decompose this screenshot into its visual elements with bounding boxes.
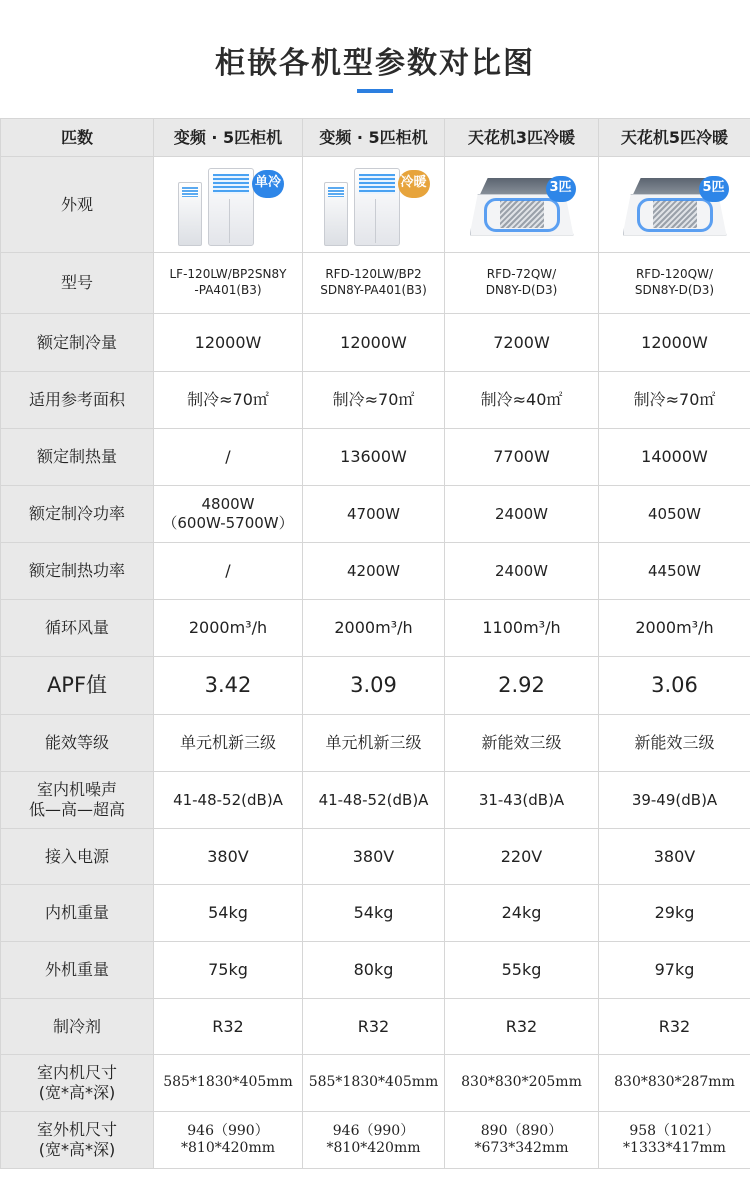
table-row: [1, 1055, 750, 1112]
appearance-label: 外观: [1, 157, 154, 253]
table-cell: LF-120LW/BP2SN8Y -PA401(B3): [154, 253, 303, 314]
table-cell: 54kg: [303, 885, 445, 942]
table-cell: 31-43(dB)A: [445, 772, 599, 829]
spec-table: [0, 118, 750, 1169]
table-cell: 2000m³/h: [303, 600, 445, 657]
table-cell: 4450W: [599, 543, 750, 600]
table-cell: 制冷≈70㎡: [599, 372, 750, 429]
table-cell: 29kg: [599, 885, 750, 942]
appearance-cell-3: [445, 157, 599, 253]
table-row: [1, 657, 750, 715]
table-cell: 1100m³/h: [445, 600, 599, 657]
table-cell: 24kg: [445, 885, 599, 942]
table-row: [1, 999, 750, 1055]
table-cell: 585*1830*405mm: [154, 1055, 303, 1112]
model-header-3: 天花机3匹冷暖: [445, 119, 599, 157]
table-cell: 220V: [445, 829, 599, 885]
table-row: [1, 486, 750, 543]
heat-cool-badge: 冷暖: [398, 170, 430, 198]
header-row: [1, 119, 750, 157]
table-cell: 2.92: [445, 657, 599, 715]
title-underline: [357, 89, 393, 93]
table-cell: 2000m³/h: [154, 600, 303, 657]
table-cell: 830*830*205mm: [445, 1055, 599, 1112]
row-label: 额定制冷量: [1, 314, 154, 372]
row-label: 室内机噪声 低—高—超高: [1, 772, 154, 829]
table-cell: 7700W: [445, 429, 599, 486]
row-label: 室外机尺寸 (宽*高*深): [1, 1112, 154, 1169]
table-cell: 958（1021） *1333*417mm: [599, 1112, 750, 1169]
table-cell: 4800W （600W-5700W）: [154, 486, 303, 543]
row-label: 型号: [1, 253, 154, 314]
table-row: [1, 715, 750, 772]
row-label: APF值: [1, 657, 154, 715]
table-row: [1, 543, 750, 600]
table-cell: 制冷≈70㎡: [303, 372, 445, 429]
table-row: [1, 829, 750, 885]
row-label: 适用参考面积: [1, 372, 154, 429]
table-cell: RFD-120QW/ SDN8Y-D(D3): [599, 253, 750, 314]
row-label: 额定制热量: [1, 429, 154, 486]
appearance-cell-2: [303, 157, 445, 253]
cooling-only-badge: 单冷: [252, 170, 284, 198]
row-label: 制冷剂: [1, 999, 154, 1055]
table-cell: 39-49(dB)A: [599, 772, 750, 829]
table-cell: 3.42: [154, 657, 303, 715]
table-cell: 41-48-52(dB)A: [154, 772, 303, 829]
row-label: 外机重量: [1, 942, 154, 999]
table-cell: 制冷≈40㎡: [445, 372, 599, 429]
model-header-2: 变频 · 5匹柜机: [303, 119, 445, 157]
row-label: 额定制热功率: [1, 543, 154, 600]
table-row: [1, 372, 750, 429]
table-cell: RFD-72QW/ DN8Y-D(D3): [445, 253, 599, 314]
table-cell: R32: [599, 999, 750, 1055]
model-header-1: 变频 · 5匹柜机: [154, 119, 303, 157]
table-cell: 3.06: [599, 657, 750, 715]
hp-badge: 5匹: [699, 176, 729, 202]
table-row: [1, 253, 750, 314]
table-cell: 12000W: [154, 314, 303, 372]
table-cell: 13600W: [303, 429, 445, 486]
table-cell: 97kg: [599, 942, 750, 999]
table-cell: RFD-120LW/BP2 SDN8Y-PA401(B3): [303, 253, 445, 314]
table-cell: /: [154, 429, 303, 486]
table-cell: 新能效三级: [445, 715, 599, 772]
table-row: [1, 429, 750, 486]
table-row: [1, 314, 750, 372]
table-cell: 380V: [599, 829, 750, 885]
table-cell: 75kg: [154, 942, 303, 999]
title-area: [0, 0, 750, 118]
table-cell: 12000W: [599, 314, 750, 372]
row-label: 内机重量: [1, 885, 154, 942]
row-label: 额定制冷功率: [1, 486, 154, 543]
table-cell: 制冷≈70㎡: [154, 372, 303, 429]
model-header-4: 天花机5匹冷暖: [599, 119, 750, 157]
table-cell: 单元机新三级: [303, 715, 445, 772]
floor-unit-image: [168, 164, 288, 246]
table-cell: 2000m³/h: [599, 600, 750, 657]
hp-badge: 3匹: [546, 176, 576, 202]
table-cell: 946（990） *810*420mm: [154, 1112, 303, 1169]
table-cell: 55kg: [445, 942, 599, 999]
header-label: 匹数: [1, 119, 154, 157]
appearance-row: [1, 157, 750, 253]
table-cell: 585*1830*405mm: [303, 1055, 445, 1112]
table-cell: 4050W: [599, 486, 750, 543]
table-row: [1, 772, 750, 829]
table-cell: 946（990） *810*420mm: [303, 1112, 445, 1169]
table-cell: 14000W: [599, 429, 750, 486]
table-cell: 890（890） *673*342mm: [445, 1112, 599, 1169]
table-cell: 2400W: [445, 543, 599, 600]
table-cell: 单元机新三级: [154, 715, 303, 772]
table-cell: 4200W: [303, 543, 445, 600]
table-cell: R32: [154, 999, 303, 1055]
table-row: [1, 1112, 750, 1169]
table-cell: 830*830*287mm: [599, 1055, 750, 1112]
table-cell: R32: [303, 999, 445, 1055]
table-cell: R32: [445, 999, 599, 1055]
table-cell: /: [154, 543, 303, 600]
table-row: [1, 600, 750, 657]
row-label: 室内机尺寸 (宽*高*深): [1, 1055, 154, 1112]
table-cell: 54kg: [154, 885, 303, 942]
table-row: [1, 942, 750, 999]
table-cell: 新能效三级: [599, 715, 750, 772]
table-cell: 41-48-52(dB)A: [303, 772, 445, 829]
cassette-unit-image: [615, 164, 735, 246]
row-label: 接入电源: [1, 829, 154, 885]
table-cell: 380V: [303, 829, 445, 885]
floor-unit-image: [314, 164, 434, 246]
table-cell: 12000W: [303, 314, 445, 372]
cassette-unit-image: [462, 164, 582, 246]
appearance-cell-1: [154, 157, 303, 253]
table-cell: 380V: [154, 829, 303, 885]
table-row: [1, 885, 750, 942]
table-cell: 2400W: [445, 486, 599, 543]
table-cell: 80kg: [303, 942, 445, 999]
row-label: 循环风量: [1, 600, 154, 657]
table-cell: 7200W: [445, 314, 599, 372]
appearance-cell-4: [599, 157, 750, 253]
row-label: 能效等级: [1, 715, 154, 772]
page-title: 柜嵌各机型参数对比图: [215, 46, 535, 81]
table-cell: 4700W: [303, 486, 445, 543]
table-cell: 3.09: [303, 657, 445, 715]
